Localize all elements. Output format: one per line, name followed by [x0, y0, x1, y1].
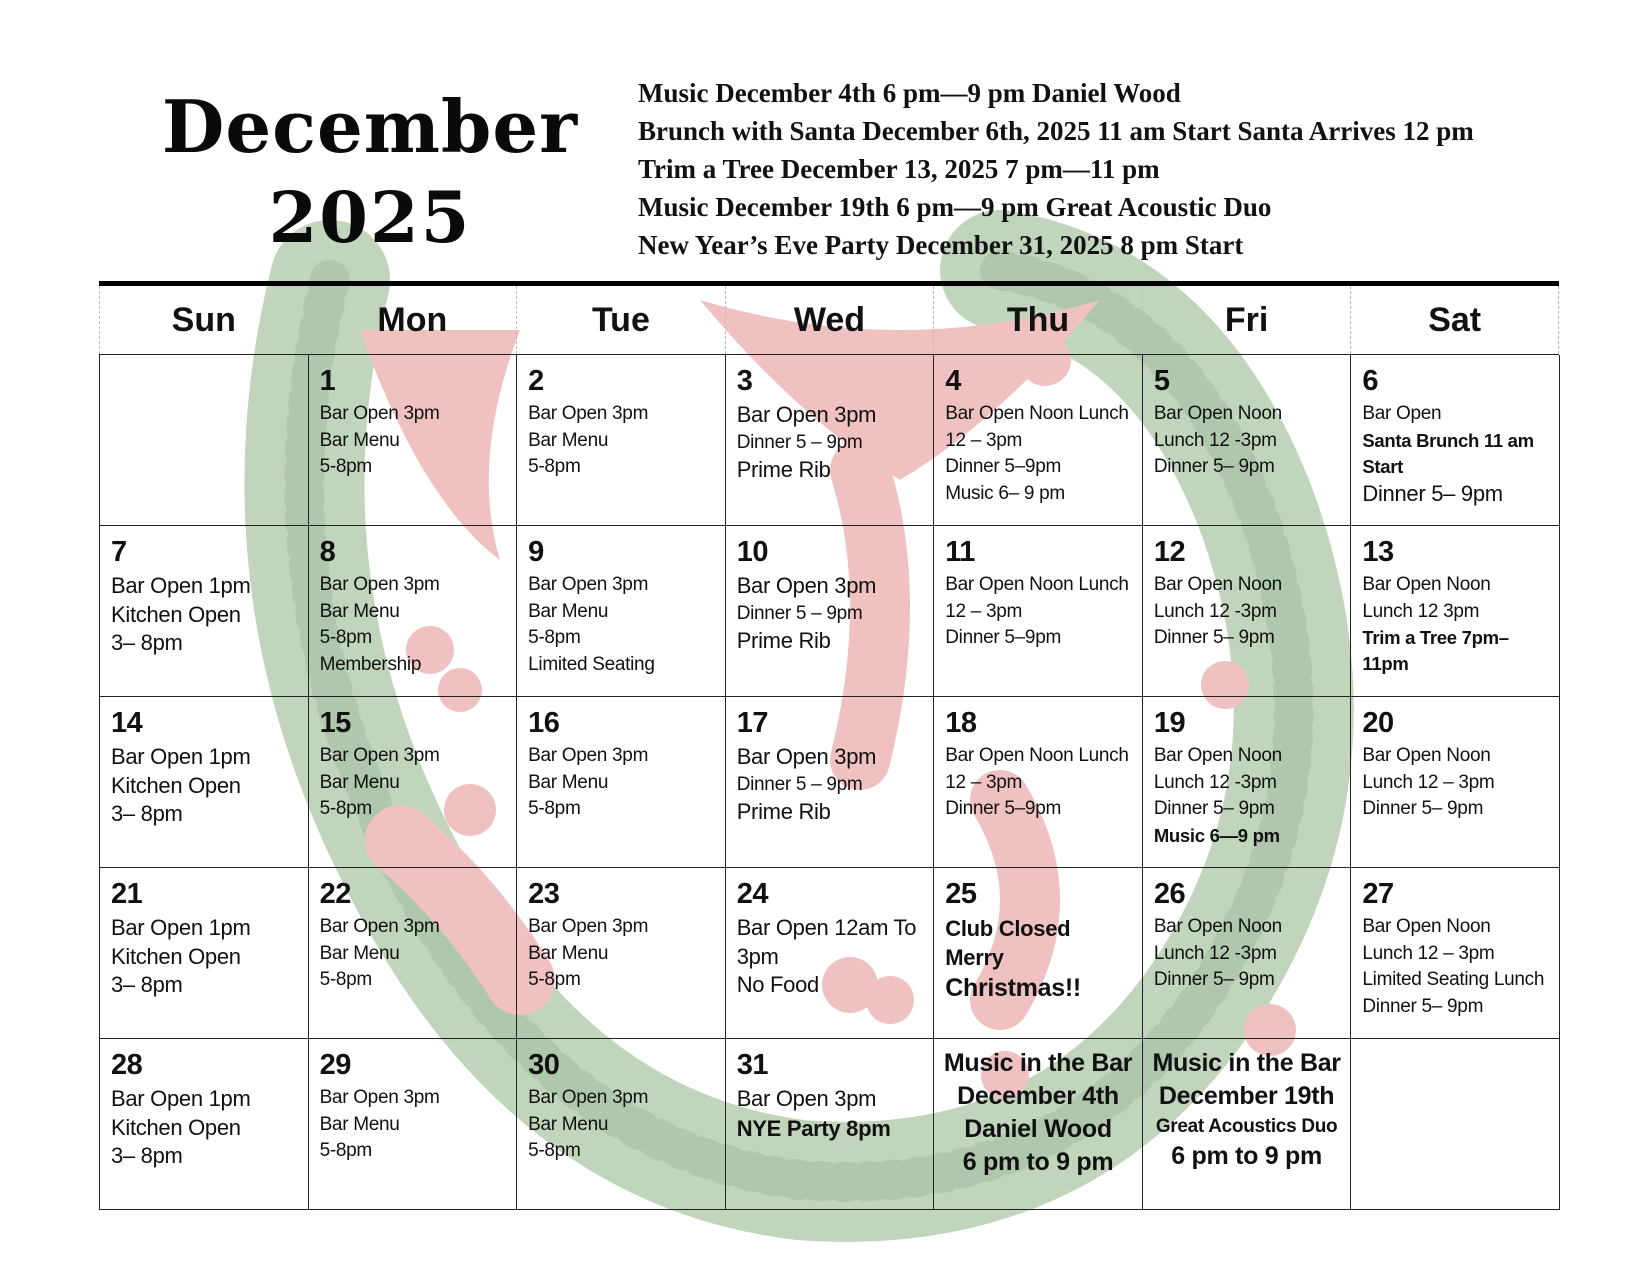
schedule-line: Bar Open 3pm — [319, 574, 440, 595]
schedule-line: Bar Open 3pm — [528, 574, 649, 595]
day-number: 28 — [111, 1049, 143, 1081]
day-cell — [726, 355, 935, 526]
schedule-line: Dinner 5– 9pm — [1153, 456, 1275, 477]
promo-line: Great Acoustics Duo — [1155, 1116, 1338, 1137]
schedule-line: Bar Menu — [528, 771, 609, 793]
schedule-line: 5-8pm — [319, 456, 372, 477]
day-cell — [100, 1039, 309, 1210]
schedule-line: Bar Open Noon — [1362, 916, 1491, 937]
weekday-header: Thu — [933, 286, 1142, 354]
schedule-line: 3– 8pm — [111, 630, 183, 655]
music-promo-cell — [934, 1039, 1143, 1210]
schedule-line: NYE Party 8pm — [736, 1115, 891, 1141]
schedule-line: Bar Open 3pm — [528, 403, 649, 424]
schedule-line: Bar Open 3pm — [528, 1087, 649, 1108]
day-cell — [517, 697, 726, 868]
schedule-line: Bar Open 3pm — [736, 744, 877, 769]
day-number: 13 — [1362, 536, 1394, 568]
day-number: 3 — [736, 365, 753, 397]
schedule-line: Bar Open 3pm — [319, 403, 440, 424]
schedule-line: Dinner 5–9pm — [945, 456, 1061, 477]
promo-line: Music in the Bar — [943, 1049, 1133, 1077]
weekday-header-row — [99, 286, 1559, 354]
schedule-line: Bar Open 3pm — [736, 1086, 877, 1111]
schedule-line: Dinner 5– 9pm — [1153, 969, 1275, 990]
schedule-line: Lunch 12 -3pm — [1153, 600, 1277, 622]
day-cell — [1351, 526, 1560, 697]
schedule-line: Bar Open 3pm — [319, 916, 440, 937]
schedule-line: 5-8pm — [319, 969, 372, 990]
schedule-line: Club Closed — [945, 916, 1071, 941]
schedule-line: Bar Open 12am To 3pm — [736, 915, 917, 969]
day-cell — [517, 526, 726, 697]
schedule-line: Bar Menu — [319, 771, 400, 793]
day-cell — [1143, 868, 1352, 1039]
events-list — [638, 74, 1618, 264]
schedule-line: Bar Open 3pm — [319, 745, 440, 766]
event-item: Trim a Tree December 13, 2025 7 pm—11 pm — [638, 154, 1160, 184]
schedule-line: Bar Menu — [319, 600, 400, 622]
schedule-line: Lunch 12 -3pm — [1153, 771, 1277, 793]
schedule-line: 5-8pm — [528, 798, 581, 819]
day-cell — [934, 355, 1143, 526]
promo-line: Music in the Bar — [1152, 1049, 1341, 1077]
schedule-line: Music 6– 9 pm — [945, 482, 1065, 504]
schedule-line: Lunch 12 – 3pm — [1362, 771, 1495, 793]
day-number: 21 — [111, 878, 143, 910]
calendar-grid — [99, 281, 1559, 1210]
event-item: New Year’s Eve Party December 31, 2025 8 pm Start — [638, 230, 1244, 260]
schedule-line: Prime Rib — [736, 457, 831, 482]
day-number: 16 — [528, 707, 560, 739]
day-cell — [309, 868, 518, 1039]
weekday-header: Sun — [99, 286, 308, 354]
schedule-line: 5-8pm — [319, 627, 372, 648]
schedule-line: Bar Open Noon — [1362, 745, 1491, 766]
schedule-line: Music 6—9 pm — [1153, 824, 1280, 846]
day-number: 1 — [319, 365, 336, 397]
schedule-line: Bar Menu — [319, 942, 400, 964]
schedule-line: Bar Menu — [528, 942, 609, 964]
schedule-line: Lunch 12 -3pm — [1153, 429, 1277, 451]
day-cell — [100, 526, 309, 697]
schedule-line: Bar Open 3pm — [528, 745, 649, 766]
schedule-line: 3– 8pm — [111, 1143, 183, 1168]
promo-line: 6 pm to 9 pm — [962, 1148, 1114, 1176]
schedule-line: Bar Open 3pm — [736, 573, 877, 598]
schedule-line: Dinner 5–9pm — [945, 627, 1061, 648]
day-grid — [99, 354, 1559, 1210]
day-number: 30 — [528, 1049, 560, 1081]
day-number: 24 — [736, 878, 768, 910]
day-cell — [1143, 355, 1352, 526]
schedule-line: Bar Open 1pm — [111, 915, 251, 940]
schedule-line: Bar Menu — [528, 1113, 609, 1135]
schedule-line: Dinner 5– 9pm — [1362, 798, 1484, 819]
schedule-line: 5-8pm — [528, 456, 581, 477]
day-number: 11 — [945, 536, 975, 568]
event-item: Brunch with Santa December 6th, 2025 11 am Start Santa Arrives 12 pm — [638, 116, 1474, 146]
day-cell — [1351, 355, 1560, 526]
schedule-line: Bar Open 3pm — [319, 1087, 440, 1108]
schedule-line: Prime Rib — [736, 628, 831, 653]
day-number: 22 — [319, 878, 351, 910]
weekday-header: Sat — [1350, 286, 1559, 354]
schedule-line: 5-8pm — [319, 798, 372, 819]
empty-cell — [100, 355, 309, 526]
day-number: 31 — [736, 1049, 768, 1081]
day-number: 9 — [528, 536, 544, 568]
schedule-line: Lunch 12 – 3pm — [1362, 942, 1495, 964]
day-cell — [309, 355, 518, 526]
day-cell — [1351, 868, 1560, 1039]
day-cell — [726, 1039, 935, 1210]
day-number: 7 — [111, 536, 127, 568]
schedule-line: Bar Open 1pm — [111, 744, 251, 769]
schedule-line: 3– 8pm — [111, 801, 183, 826]
day-number: 29 — [319, 1049, 351, 1081]
schedule-line: Bar Menu — [319, 1113, 400, 1135]
promo-line: December 4th — [957, 1082, 1119, 1110]
weekday-header: Fri — [1142, 286, 1351, 354]
promo-line: December 19th — [1158, 1082, 1335, 1110]
schedule-line: Dinner 5 – 9pm — [736, 431, 863, 453]
schedule-line: Dinner 5 – 9pm — [736, 602, 863, 624]
day-number: 25 — [945, 878, 977, 910]
day-number: 12 — [1153, 536, 1186, 568]
day-cell — [517, 868, 726, 1039]
schedule-line: Bar Open Noon — [1153, 574, 1282, 595]
weekday-header: Mon — [308, 286, 517, 354]
schedule-line: Merry — [945, 945, 1004, 970]
title-month: December — [161, 84, 579, 169]
schedule-line: Dinner 5– 9pm — [1153, 627, 1275, 648]
day-number: 10 — [736, 536, 768, 568]
day-number: 8 — [319, 536, 336, 568]
schedule-line: Bar Menu — [319, 429, 400, 451]
day-cell — [309, 697, 518, 868]
promo-line: 6 pm to 9 pm — [1171, 1142, 1322, 1170]
schedule-line: Christmas!! — [945, 974, 1081, 1002]
schedule-line: 5-8pm — [528, 1140, 581, 1161]
schedule-line: Dinner 5–9pm — [945, 798, 1061, 819]
schedule-line: Trim a Tree 7pm–11pm — [1362, 627, 1509, 674]
schedule-line: Lunch 12 3pm — [1362, 600, 1480, 622]
schedule-line: 5-8pm — [319, 1140, 372, 1161]
schedule-line: 12 – 3pm — [945, 429, 1023, 451]
event-item: Music December 4th 6 pm—9 pm Daniel Wood — [638, 78, 1181, 108]
day-number: 15 — [319, 707, 351, 739]
day-number: 23 — [528, 878, 560, 910]
schedule-line: Kitchen Open — [111, 601, 241, 627]
schedule-line: Bar Open Noon — [1153, 745, 1282, 766]
schedule-line: Kitchen Open — [111, 1114, 241, 1140]
schedule-line: Bar Open 1pm — [111, 1086, 251, 1111]
schedule-line: Lunch 12 -3pm — [1153, 942, 1277, 964]
empty-cell — [1351, 1039, 1560, 1210]
schedule-line: Prime Rib — [736, 799, 831, 824]
music-promo-cell — [1143, 1039, 1352, 1210]
day-cell — [1143, 697, 1352, 868]
day-number: 17 — [736, 707, 768, 739]
day-number: 20 — [1362, 707, 1394, 739]
schedule-line: Bar Menu — [528, 429, 609, 451]
day-number: 19 — [1153, 707, 1186, 739]
day-cell — [1351, 697, 1560, 868]
day-cell — [517, 1039, 726, 1210]
schedule-line: Membership — [319, 653, 422, 675]
weekday-header: Wed — [725, 286, 934, 354]
schedule-line: 5-8pm — [528, 969, 581, 990]
schedule-line: 12 – 3pm — [945, 600, 1023, 622]
day-number: 4 — [945, 365, 961, 397]
day-cell — [934, 868, 1143, 1039]
day-number: 2 — [528, 365, 544, 397]
schedule-line: Bar Open 3pm — [736, 402, 877, 427]
schedule-line: Limited Seating Lunch — [1362, 969, 1545, 990]
day-cell — [726, 868, 935, 1039]
schedule-line: Bar Open — [1362, 403, 1442, 424]
schedule-line: 3– 8pm — [111, 972, 183, 997]
day-number: 27 — [1362, 878, 1394, 910]
day-cell — [100, 868, 309, 1039]
promo-line: Daniel Wood — [964, 1115, 1112, 1143]
schedule-line: Bar Menu — [528, 600, 609, 622]
day-cell — [934, 526, 1143, 697]
schedule-line: Bar Open Noon Lunch — [945, 403, 1129, 424]
day-number: 6 — [1362, 365, 1379, 397]
schedule-line: Bar Open 3pm — [528, 916, 649, 937]
schedule-line: Bar Open 1pm — [111, 573, 251, 598]
day-cell — [100, 697, 309, 868]
schedule-line: 5-8pm — [528, 627, 581, 648]
schedule-line: Kitchen Open — [111, 943, 241, 969]
event-item: Music December 19th 6 pm—9 pm Great Acoustic Duo — [638, 192, 1272, 222]
day-cell — [517, 355, 726, 526]
schedule-line: Bar Open Noon — [1153, 916, 1282, 937]
day-number: 26 — [1153, 878, 1186, 910]
day-cell — [1143, 526, 1352, 697]
schedule-line: Bar Open Noon Lunch — [945, 745, 1129, 766]
title-year: 2025 — [268, 176, 472, 259]
schedule-line: Dinner 5– 9pm — [1362, 480, 1503, 506]
day-cell — [726, 697, 935, 868]
schedule-line: Bar Open Noon — [1362, 574, 1491, 595]
calendar-title — [120, 82, 620, 264]
day-cell — [309, 1039, 518, 1210]
day-number: 14 — [111, 707, 143, 739]
schedule-line: Bar Open Noon — [1153, 403, 1282, 424]
day-number: 5 — [1153, 365, 1170, 397]
schedule-line: Santa Brunch 11 am Start — [1362, 429, 1534, 477]
day-number: 18 — [945, 707, 977, 739]
day-cell — [309, 526, 518, 697]
schedule-line: Dinner 5 – 9pm — [736, 773, 863, 795]
day-cell — [934, 697, 1143, 868]
schedule-line: No Food — [736, 972, 819, 997]
schedule-line: Limited Seating — [528, 653, 655, 675]
schedule-line: Bar Open Noon Lunch — [945, 574, 1129, 595]
schedule-line: 12 – 3pm — [945, 771, 1023, 793]
schedule-line: Dinner 5– 9pm — [1362, 995, 1484, 1017]
weekday-header: Tue — [516, 286, 725, 354]
schedule-line: Dinner 5– 9pm — [1153, 798, 1275, 819]
schedule-line: Kitchen Open — [111, 772, 241, 798]
day-cell — [726, 526, 935, 697]
